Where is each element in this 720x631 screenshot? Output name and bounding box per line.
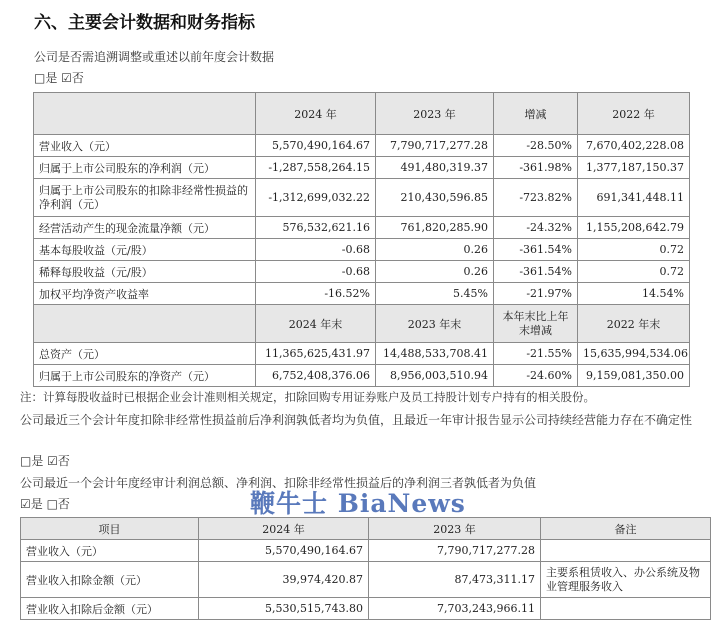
remark-cell: 主要系租赁收入、办公系统及物业管理服务收入 xyxy=(541,562,711,598)
value-cell: -24.60% xyxy=(494,365,578,387)
main-financial-table xyxy=(33,92,690,387)
profit-answer: ☑是 □否 xyxy=(20,497,70,511)
footnote: 注：计算每股收益时已根据企业会计准则相关规定，扣除回购专用证券账户及员工持股计划专户持有的相关股份。 xyxy=(20,390,595,404)
section-heading: 六、主要会计数据和财务指标 xyxy=(34,13,255,33)
table-row xyxy=(34,261,690,283)
row-label: 加权平均净资产收益率 xyxy=(34,283,256,305)
row-label: 归属于上市公司股东的净利润（元） xyxy=(34,157,256,179)
row-label: 总资产（元） xyxy=(34,343,256,365)
row-label: 归属于上市公司股东的净资产（元） xyxy=(34,365,256,387)
row-label: 归属于上市公司股东的扣除非经常性损益的净利润（元） xyxy=(34,179,256,217)
value-cell: 15,635,994,534.06 xyxy=(578,343,690,365)
profit-question: 公司最近一个会计年度经审计利润总额、净利润、扣除非经常性损益后的净利润三者孰低者为负值 xyxy=(20,476,537,490)
table-header-row xyxy=(34,305,690,343)
value-cell: 576,532,621.16 xyxy=(256,217,376,239)
table-row xyxy=(34,239,690,261)
revenue-deduction-table xyxy=(20,517,711,620)
row-label: 营业收入（元） xyxy=(21,540,199,562)
value-cell: 691,341,448.11 xyxy=(578,179,690,217)
table-header-row xyxy=(34,93,690,135)
value-cell: 0.72 xyxy=(578,239,690,261)
header-cell: 备注 xyxy=(541,518,711,540)
row-label: 营业收入扣除金额（元） xyxy=(21,562,199,598)
value-cell: -0.68 xyxy=(256,261,376,283)
value-cell: 39,974,420.87 xyxy=(199,562,369,598)
value-cell: -361.54% xyxy=(494,239,578,261)
row-label: 基本每股收益（元/股） xyxy=(34,239,256,261)
table-row xyxy=(21,540,711,562)
row-label: 营业收入（元） xyxy=(34,135,256,157)
value-cell: -24.32% xyxy=(494,217,578,239)
going-concern-question: 公司最近三个会计年度扣除非经常性损益前后净利润孰低者均为负值，且最近一年审计报告显示公司持续经营能力存在不确定性 xyxy=(20,413,693,427)
value-cell: -361.54% xyxy=(494,261,578,283)
value-cell: -0.68 xyxy=(256,239,376,261)
header-cell: 2023 年末 xyxy=(376,305,494,343)
value-cell: -16.52% xyxy=(256,283,376,305)
table-row xyxy=(34,365,690,387)
value-cell: 6,752,408,376.06 xyxy=(256,365,376,387)
value-cell: 5,530,515,743.80 xyxy=(199,598,369,620)
row-label: 稀释每股收益（元/股） xyxy=(34,261,256,283)
value-cell: 7,670,402,228.08 xyxy=(578,135,690,157)
value-cell: 14,488,533,708.41 xyxy=(376,343,494,365)
header-cell: 2023 年 xyxy=(376,93,494,135)
value-cell: -723.82% xyxy=(494,179,578,217)
header-cell: 2023 年 xyxy=(369,518,541,540)
header-cell: 增减 xyxy=(494,93,578,135)
value-cell: 0.26 xyxy=(376,261,494,283)
value-cell: 1,377,187,150.37 xyxy=(578,157,690,179)
value-cell: -28.50% xyxy=(494,135,578,157)
table-row xyxy=(34,179,690,217)
header-cell: 2024 年末 xyxy=(256,305,376,343)
row-label: 经营活动产生的现金流量净额（元） xyxy=(34,217,256,239)
header-cell: 本年末比上年末增减 xyxy=(494,305,578,343)
table-row xyxy=(34,283,690,305)
value-cell: 210,430,596.85 xyxy=(376,179,494,217)
value-cell: 5,570,490,164.67 xyxy=(199,540,369,562)
value-cell: -21.97% xyxy=(494,283,578,305)
table-row xyxy=(21,562,711,598)
going-concern-answer: □是 ☑否 xyxy=(20,454,70,468)
value-cell: -1,312,699,032.22 xyxy=(256,179,376,217)
value-cell: 761,820,285.90 xyxy=(376,217,494,239)
header-cell: 2022 年末 xyxy=(578,305,690,343)
header-cell: 2022 年 xyxy=(578,93,690,135)
value-cell: 1,155,208,642.79 xyxy=(578,217,690,239)
header-cell xyxy=(34,93,256,135)
value-cell: -21.55% xyxy=(494,343,578,365)
restate-question: 公司是否需追溯调整或重述以前年度会计数据 xyxy=(34,50,275,64)
value-cell: 8,956,003,510.94 xyxy=(376,365,494,387)
value-cell: 7,790,717,277.28 xyxy=(376,135,494,157)
value-cell: 11,365,625,431.97 xyxy=(256,343,376,365)
value-cell: -361.98% xyxy=(494,157,578,179)
value-cell: 7,790,717,277.28 xyxy=(369,540,541,562)
value-cell: 7,703,243,966.11 xyxy=(369,598,541,620)
value-cell: 5,570,490,164.67 xyxy=(256,135,376,157)
table-header-row xyxy=(21,518,711,540)
table-row xyxy=(34,343,690,365)
header-cell xyxy=(34,305,256,343)
table-row xyxy=(34,157,690,179)
value-cell: -1,287,558,264.15 xyxy=(256,157,376,179)
table-row xyxy=(34,217,690,239)
table-row xyxy=(34,135,690,157)
watermark-logo: 鞭牛士 BiaNews xyxy=(250,489,466,518)
remark-cell xyxy=(541,598,711,620)
value-cell: 0.26 xyxy=(376,239,494,261)
value-cell: 5.45% xyxy=(376,283,494,305)
value-cell: 491,480,319.37 xyxy=(376,157,494,179)
value-cell: 9,159,081,350.00 xyxy=(578,365,690,387)
header-cell: 2024 年 xyxy=(199,518,369,540)
header-cell: 项目 xyxy=(21,518,199,540)
row-label: 营业收入扣除后金额（元） xyxy=(21,598,199,620)
value-cell: 0.72 xyxy=(578,261,690,283)
restate-answer: □是 ☑否 xyxy=(34,71,84,85)
value-cell: 14.54% xyxy=(578,283,690,305)
table-row xyxy=(21,598,711,620)
value-cell: 87,473,311.17 xyxy=(369,562,541,598)
remark-cell xyxy=(541,540,711,562)
header-cell: 2024 年 xyxy=(256,93,376,135)
